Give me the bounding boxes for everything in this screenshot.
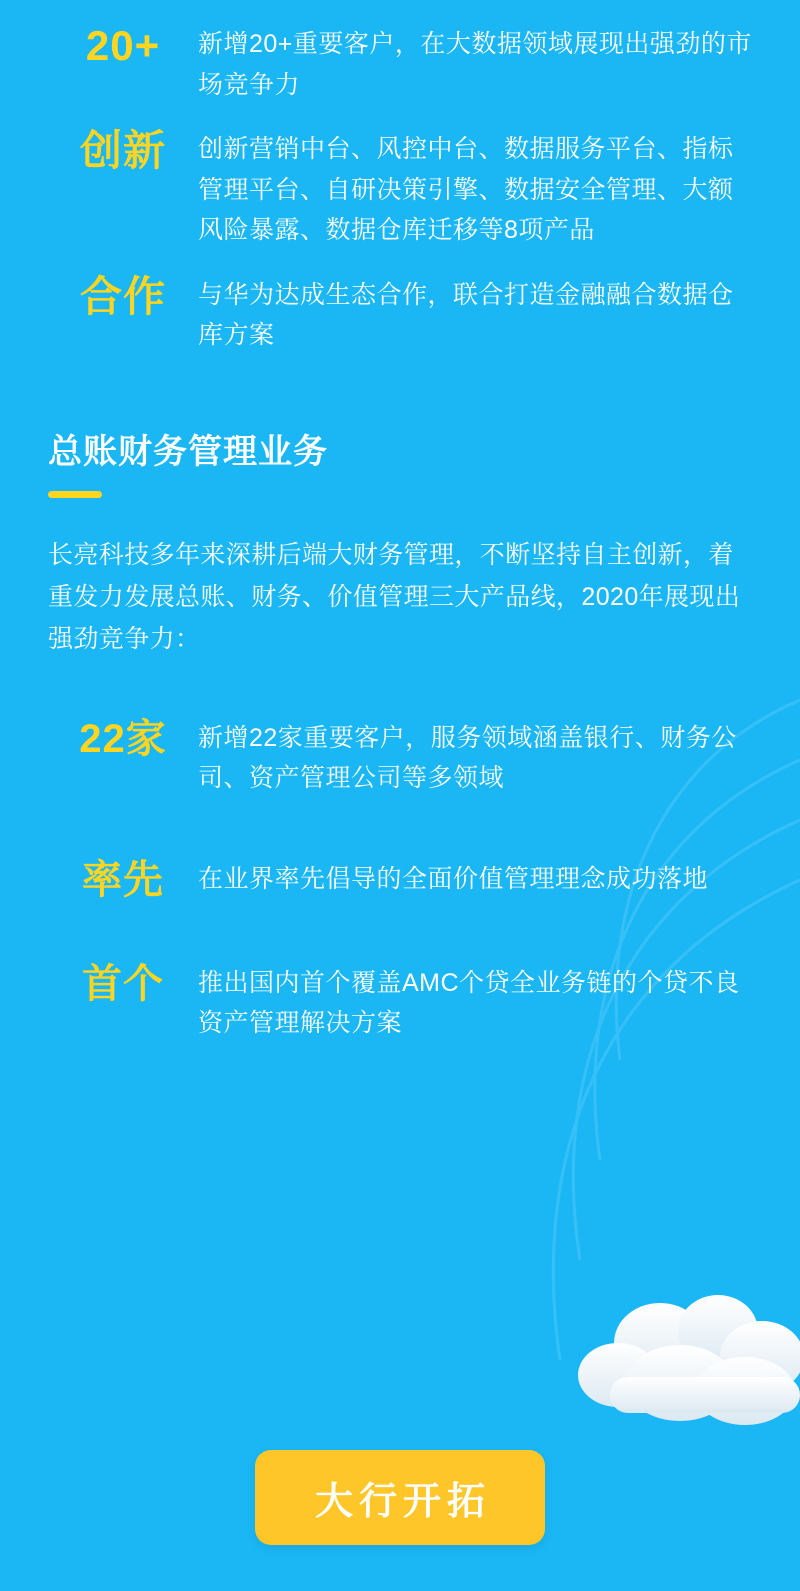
stats-group-two	[0, 716, 800, 1044]
stat-keyword: 22家	[79, 716, 167, 761]
stats-group-one	[0, 0, 800, 356]
stat-description: 创新营销中台、风控中台、数据服务平台、指标管理平台、自研决策引擎、数据安全管理、大额风险暴露、数据仓库迁移等8项产品	[198, 135, 734, 244]
stat-row	[0, 127, 800, 251]
stat-keyword: 合作	[79, 272, 166, 320]
stat-description: 新增20+重要客户，在大数据领域展现出强劲的市场竞争力	[198, 30, 752, 99]
stat-description: 新增22家重要客户，服务领域涵盖银行、财务公司、资产管理公司等多领域	[198, 723, 737, 792]
stat-description: 与华为达成生态合作，联合打造金融融合数据仓库方案	[198, 280, 734, 349]
stat-row	[0, 273, 800, 356]
section-paragraph: 长亮科技多年来深耕后端大财务管理，不断坚持自主创新，着重发力发展总账、财务、价值管理三大产品线，2020年展现出强劲竞争力：	[48, 540, 741, 653]
stat-row	[0, 961, 800, 1044]
cta-button[interactable]: 大行开拓	[255, 1450, 545, 1545]
section-underline-divider	[48, 491, 102, 498]
cta-container	[0, 1450, 800, 1545]
stat-description: 推出国内首个覆盖AMC个贷全业务链的个贷不良资产管理解决方案	[198, 968, 740, 1037]
stat-row	[0, 857, 800, 903]
stat-row	[0, 716, 800, 799]
section-title: 总账财务管理业务	[48, 432, 328, 471]
stat-row	[0, 22, 800, 105]
stat-description: 在业界率先倡导的全面价值管理理念成功落地	[198, 864, 709, 893]
cloud-icon	[540, 1291, 800, 1441]
section-header	[0, 424, 800, 498]
stat-keyword: 首个	[82, 961, 164, 1006]
stat-keyword: 20+	[85, 22, 161, 69]
stat-keyword: 率先	[82, 857, 164, 902]
stat-keyword: 创新	[79, 127, 166, 174]
